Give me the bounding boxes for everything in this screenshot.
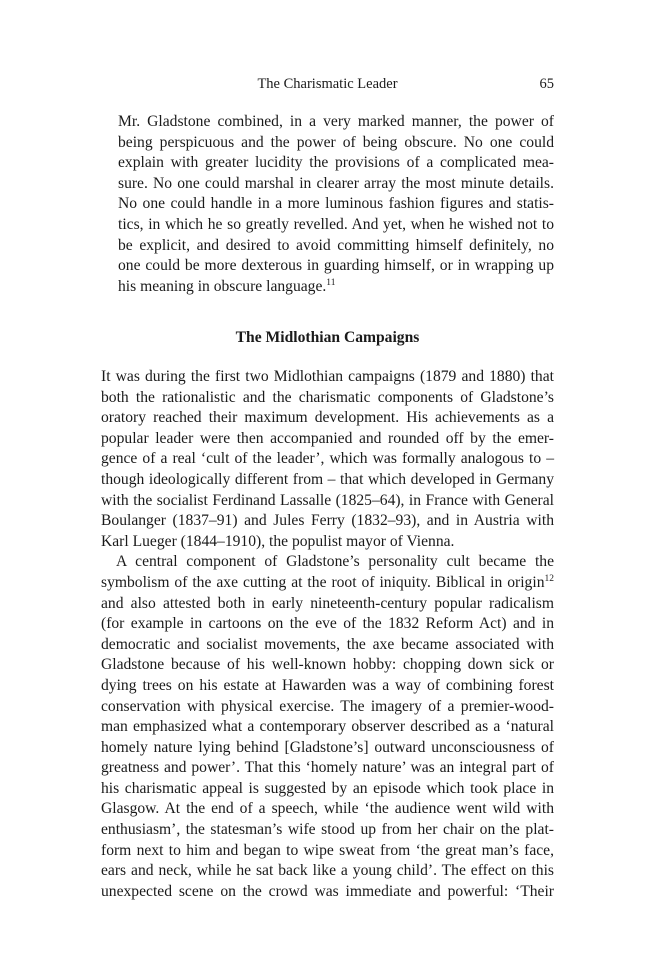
quote-line: one could be more dexterous in guarding himself, or in wrapping up [118,257,554,275]
quote-line: being perspicuous and the power of being obscure. No one could [118,133,554,151]
paragraph-line: though ideologically different from – that which developed in Germany [101,470,554,488]
paragraph-line-text: symbolism of the axe cutting at the root of iniquity. Biblical in origin [101,573,545,591]
quote-line: tics, in which he so greatly revelled. And yet, when he wished not to [118,215,554,233]
paragraph-line: It was during the first two Midlothian campaigns (1879 and 1880) that [101,368,554,385]
paragraph-line: unexpected scene on the crowd was immediate and powerful: ‘Their [101,882,554,900]
paragraph-line: dying trees on his estate at Hawarden was a way of combining forest [101,676,554,694]
block-quote [118,112,554,297]
paragraph-line: greatness and power’. That this ‘homely nature’ was an integral part of [101,759,554,777]
running-head [101,76,554,96]
paragraph-line: Glasgow. At the end of a speech, while ‘the audience went wild with [101,800,554,818]
paragraph-line: Karl Lueger (1844–1910), the populist mayor of Vienna. [101,532,455,550]
quote-line: No one could handle in a more luminous fashion figures and statis- [118,195,554,213]
paragraph-line: form next to him and began to wipe sweat from ‘the great man’s face, [101,841,554,859]
paragraph-line: conservation with physical exercise. The imagery of a premier-wood- [101,697,554,715]
paragraph-line: man emphasized what a contemporary observer described as a ‘natural [101,718,554,736]
quote-last-line [118,277,554,298]
paragraph-line: both the rationalistic and the charismatic components of Gladstone’s [101,388,554,406]
quote-line: sure. No one could marshal in clearer array the most minute details. [118,174,554,192]
paragraph-line: ears and neck, while he sat back like a young child’. The effect on this [101,862,554,880]
paragraph-line: his charismatic appeal is suggested by an episode which took place in [101,779,554,797]
section-heading: The Midlothian Campaigns [235,329,420,346]
paragraph-line: Boulanger (1837–91) and Jules Ferry (1832–93), and in Austria with [101,512,554,530]
body-text [101,367,554,902]
quote-line: be explicit, and desired to avoid committing himself definitely, no [118,236,554,254]
footnote-marker: 12 [544,573,554,584]
paragraph-line-with-footnote [101,573,554,594]
paragraph-line: (for example in cartoons on the eve of the 1832 Reform Act) and in [101,615,554,633]
paragraph-line: oratory reached their maximum development. His achievements as a [101,409,554,427]
quote-line: explain with greater lucidity the provisions of a complicated mea- [118,154,554,172]
paragraph-line: with the socialist Ferdinand Lassalle (1825–64), in France with General [101,491,554,509]
running-head-title: The Charismatic Leader [257,76,398,92]
footnote-marker: 11 [326,277,336,288]
page-number: 65 [539,76,554,92]
paragraph-line: enthusiasm’, the statesman’s wife stood up from her chair on the plat- [101,821,554,839]
quote-line-text: his meaning in obscure language. [118,277,327,295]
quote-line: Mr. Gladstone combined, in a very marked manner, the power of [118,113,554,130]
paragraph-line: homely nature lying behind [Gladstone’s] outward unconsciousness of [101,738,554,756]
paragraph-line: popular leader were then accompanied and rounded off by the emer- [101,429,554,447]
paragraph-line: gence of a real ‘cult of the leader’, which was formally analogous to – [101,450,554,468]
paragraph-line: Gladstone because of his well-known hobby: chopping down sick or [101,656,554,674]
paragraph-line: democratic and socialist movements, the axe became associated with [101,635,554,653]
paragraph-line: and also attested both in early nineteenth-century popular radicalism [101,594,554,612]
paragraph-line: A central component of Gladstone’s personality cult became the [116,553,554,571]
